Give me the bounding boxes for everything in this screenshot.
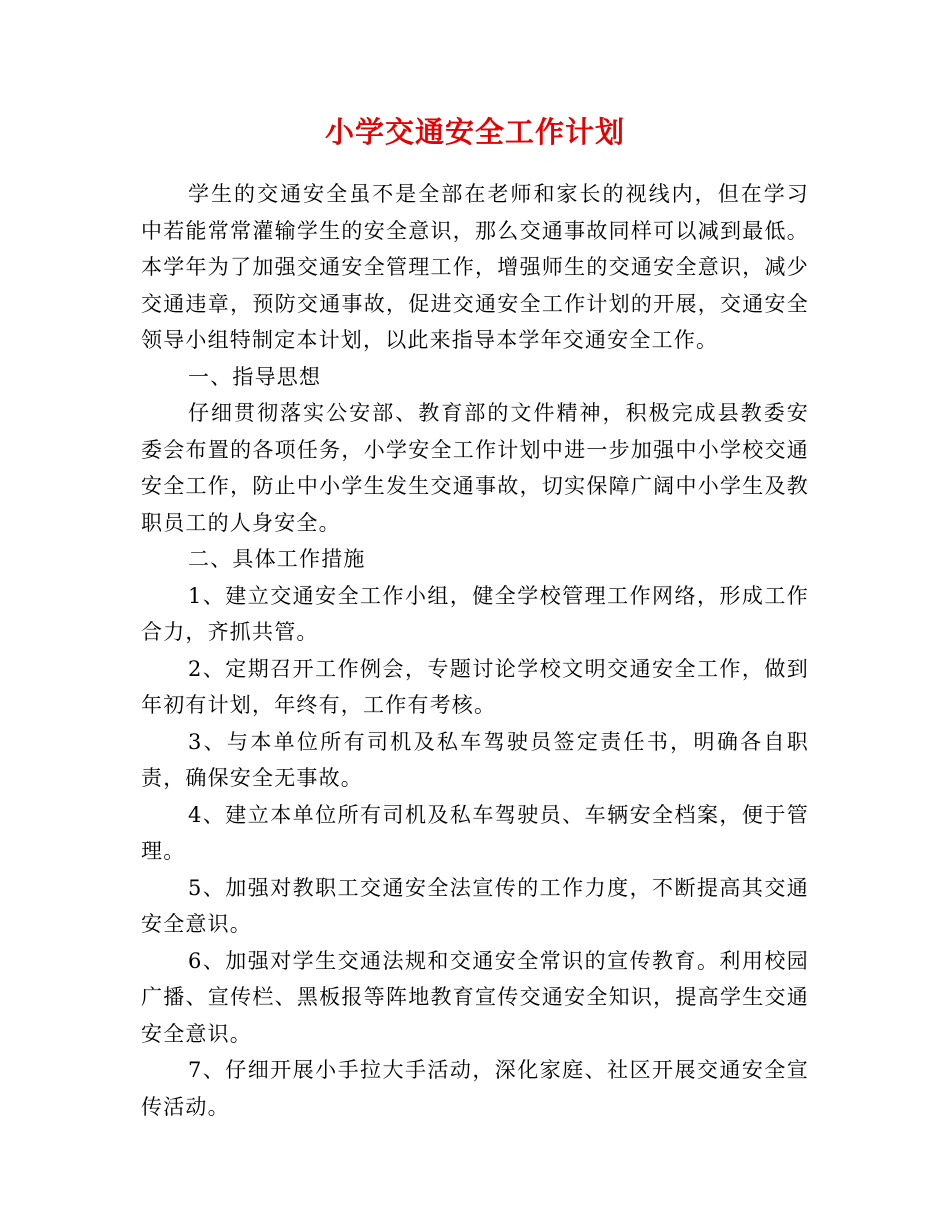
- document-body: [141, 176, 809, 1125]
- intro-paragraph: 学生的交通安全虽不是全部在老师和家长的视线内，但在学习中若能常常灌输学生的安全意识，那么交通事故同样可以减到最低。本学年为了加强交通安全管理工作，增强师生的交通安全意识，减少交通违章，预防交通事故，促进交通安全工作计划的开展，交通安全领导小组特制定本计划，以此来指导本学年交通安全工作。: [141, 182, 809, 352]
- section-heading-guiding-ideology: 一、指导思想: [188, 364, 322, 389]
- measure-item-3: 3、与本单位所有司机及私车驾驶员签定责任书，明确各自职责，确保安全无事故。: [141, 729, 809, 790]
- section-heading-work-measures: 二、具体工作措施: [188, 547, 366, 571]
- measure-item-5: 5、加强对教职工交通安全法宣传的工作力度，不断提高其交通安全意识。: [141, 875, 809, 936]
- measure-item-7: 7、仔细开展小手拉大手活动，深化家庭、社区开展交通安全宣传活动。: [141, 1058, 809, 1119]
- measure-item-2: 2、定期召开工作例会，专题讨论学校文明交通安全工作，做到年初有计划，年终有，工作有考核。: [141, 656, 809, 717]
- document-title: 小学交通安全工作计划: [324, 115, 625, 149]
- measure-item-1: 1、建立交通安全工作小组，健全学校管理工作网络，形成工作合力，齐抓共管。: [141, 583, 809, 644]
- guiding-ideology-paragraph: 仔细贯彻落实公安部、教育部的文件精神，积极完成县教委安委会布置的各项任务，小学安全工作计划中进一步加强中小学校交通安全工作，防止中小学生发生交通事故，切实保障广阔中小学生及教职员工的人身安全。: [141, 401, 809, 535]
- measure-item-4: 4、建立本单位所有司机及私车驾驶员、车辆安全档案，便于管理。: [141, 802, 809, 863]
- measure-item-6: 6、加强对学生交通法规和交通安全常识的宣传教育。利用校园广播、宣传栏、黑板报等阵地教育宣传交通安全知识，提高学生交通安全意识。: [141, 948, 809, 1046]
